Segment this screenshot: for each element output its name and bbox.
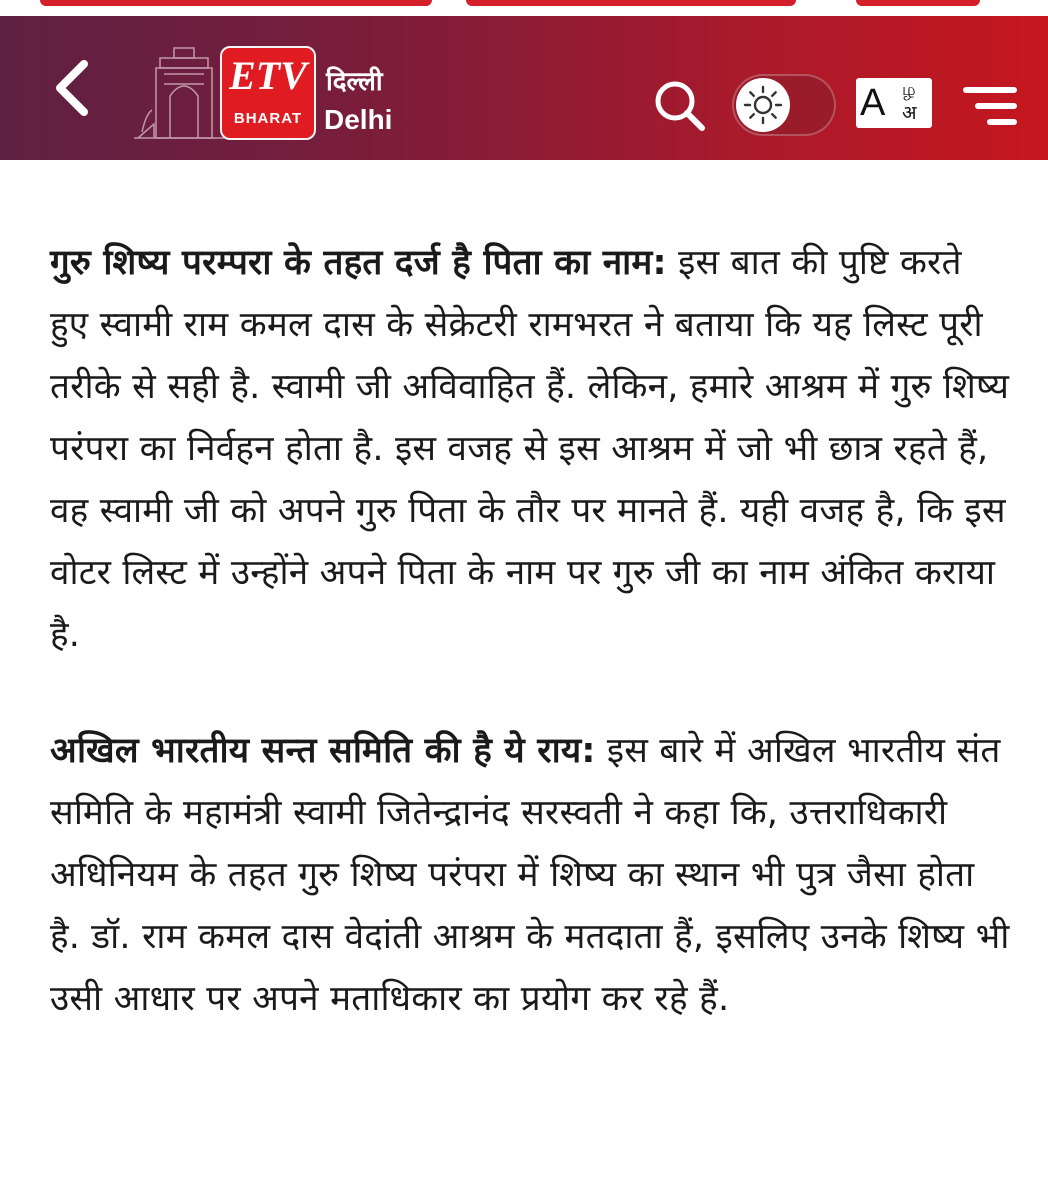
paragraph-heading: अखिल भारतीय सन्त समिति की है ये राय: [50, 731, 596, 771]
top-tab[interactable] [856, 0, 980, 6]
city-name-hindi: दिल्ली [326, 67, 383, 97]
logo-subtext: BHARAT [233, 110, 303, 127]
paragraph-text: इस बात की पुष्टि करते हुए स्वामी राम कमल दास के सेक्रेटरी रामभरत ने बताया कि यह लिस्ट पूरी तरीके से सही है. स्वामी जी अविवाहित हैं. लेकिन, हमारे आश्रम में गुरु शिष्य परंपरा का निर्वहन होता है. इस वजह से इस आश्रम में जो भी छात्र रहते हैं, वह स्वामी जी को अपने गुरु पिता के तौर पर मानते हैं. यही वजह है, कि इस वोटर लिस्ट में उन्होंने अपने पिता के नाम पर गुरु जी का नाम अंकित कराया है. [50, 243, 1010, 655]
article-paragraph [50, 232, 1010, 666]
language-button[interactable] [856, 78, 932, 128]
sun-icon [736, 78, 790, 132]
chevron-left-icon [44, 56, 104, 120]
back-button[interactable] [44, 56, 104, 120]
top-tab[interactable] [40, 0, 432, 6]
theme-toggle[interactable] [732, 74, 836, 136]
language-icon-tamil: ழ [902, 80, 916, 100]
city-name-english: Delhi [324, 104, 393, 135]
app-header [0, 16, 1048, 160]
etv-badge [220, 46, 316, 140]
paragraph-text: इस बारे में अखिल भारतीय संत समिति के महामंत्री स्वामी जितेन्द्रानंद सरस्वती ने कहा कि, उत्तराधिकारी अधिनियम के तहत गुरु शिष्य परंपरा में शिष्य का स्थान भी पुत्र जैसा होता है. डॉ. राम कमल दास वेदांती आश्रम के मतदाता हैं, इसलिए उनके शिष्य भी उसी आधार पर अपने मताधिकार का प्रयोग कर रहे हैं. [50, 731, 1010, 1019]
toggle-knob [736, 78, 790, 132]
search-button[interactable] [652, 78, 708, 134]
top-tab[interactable] [466, 0, 796, 6]
india-gate-icon [134, 44, 234, 142]
language-icon-latin: A [860, 82, 886, 124]
top-strip [0, 0, 1048, 16]
search-icon [652, 78, 708, 134]
menu-button[interactable] [962, 84, 1018, 128]
article-paragraph [50, 720, 1010, 1030]
article-body [50, 232, 1010, 1030]
language-icon-hindi: अ [902, 102, 917, 124]
logo-text: ETV [229, 53, 307, 98]
paragraph-heading: गुरु शिष्य परम्परा के तहत दर्ज है पिता का नाम: [50, 243, 667, 283]
etv-bharat-logo[interactable] [134, 36, 404, 146]
hamburger-menu-icon [962, 84, 1018, 128]
